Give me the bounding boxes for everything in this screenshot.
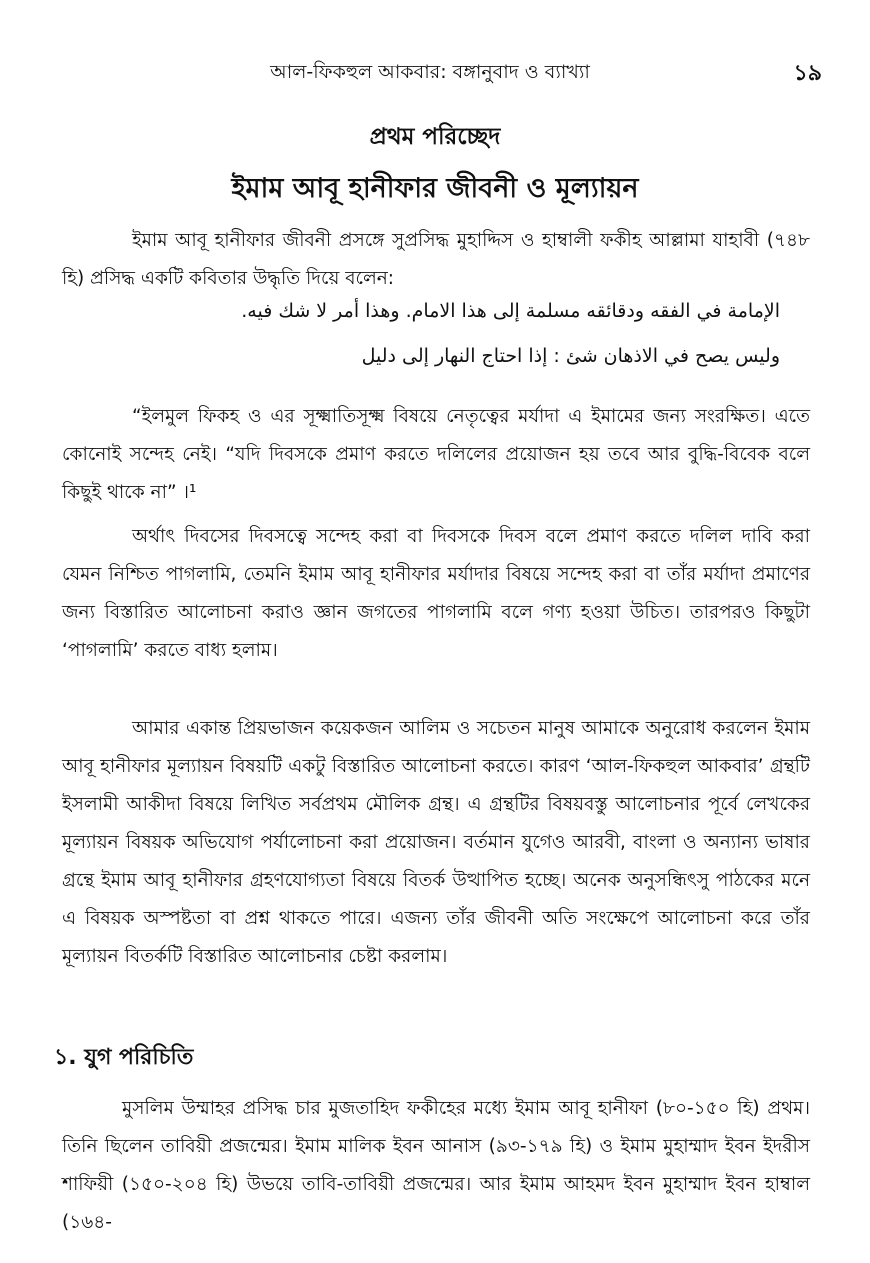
section-paragraph: মুসলিম উম্মাহর প্রসিদ্ধ চার মুজতাহিদ ফকীহের মধ্যে ইমাম আবূ হানীফা (৮০-১৫০ হি) প্রথম। তিনি ছিলেন তাবিয়ী প্রজন্মের। ইমাম মালিক ইবন আনাস (৯৩-১৭৯ হি) ও ইমাম মুহাম্মাদ ইবন ইদরীস শাফিয়ী (১৫০-২০৪ হি) উভয়ে তাবি-তাবিয়ী প্রজন্মের। আর ইমাম আহমদ ইবন মুহাম্মাদ ইবন হাম্বাল (১৬৪- <box>62 1098 810 1233</box>
page-number: ১৯ <box>793 61 822 86</box>
intro-paragraph: ইমাম আবূ হানীফার জীবনী প্রসঙ্গে সুপ্রসিদ্ধ মুহাদ্দিস ও হাম্বালী ফকীহ আল্লামা যাহাবী (৭৪৮ হি) প্রসিদ্ধ একটি কবিতার উদ্ধৃতি দিয়ে বলেন: <box>62 230 810 289</box>
arabic-quote-line-2: وليس يصح في الاذهان شئ : إذا احتاج النهار إلى دليل <box>361 345 780 367</box>
explanation-paragraph: অর্থাৎ দিবসের দিবসত্বে সন্দেহ করা বা দিবসকে দিবস বলে প্রমাণ করতে দলিল দাবি করা যেমন নিশ্চিত পাগলামি, তেমনি ইমাম আবূ হানীফার মর্যাদার বিষয়ে সন্দেহ করা বা তাঁর মর্যাদা প্রমাণের জন্য বিস্তারিত আলোচনা করাও জ্ঞান জগতের পাগলামি বলে গণ্য হওয়া উচিত। তারপরও কিছুটা ‘পাগলামি’ করতে বাধ্য হলাম। <box>62 526 810 661</box>
running-header: আল-ফিকহুল আকবার: বঙ্গানুবাদ ও ব্যাখ্যা <box>270 61 590 83</box>
translation-paragraph: “ইলমুল ফিকহ ও এর সূক্ষ্মাতিসূক্ষ্ম বিষয়ে নেতৃত্বের মর্যাদা এ ইমামের জন্য সংরক্ষিত। এতে কোনোই সন্দেহ নেই। “যদি দিবসকে প্রমাণ করতে দলিলের প্রয়োজন হয় তবে আর বুদ্ধি-বিবেক বলে কিছুই থাকে না” ।¹ <box>62 406 810 503</box>
chapter-label: প্রথম পরিচ্ছেদ <box>369 124 501 150</box>
section-heading: ১. যুগ পরিচিতি <box>54 1045 194 1070</box>
chapter-title: ইমাম আবূ হানীফার জীবনী ও মূল্যায়ন <box>231 173 639 204</box>
arabic-quote-line-1: الإمامة في الفقه ودقائقه مسلمة إلى هذا الامام. وهذا أمر لا شك فيه. <box>241 300 780 322</box>
reason-paragraph: আমার একান্ত প্রিয়ভাজন কয়েকজন আলিম ও সচেতন মানুষ আমাকে অনুরোধ করলেন ইমাম আবূ হানীফার মূল্যায়ন বিষয়টি একটু বিস্তারিত আলোচনা করতে। কারণ ‘আল-ফিকহুল আকবার’ গ্রন্থটি ইসলামী আকীদা বিষয়ে লিখিত সর্বপ্রথম মৌলিক গ্রন্থ। এ গ্রন্থটির বিষয়বস্তু আলোচনার পূর্বে লেখকের মূল্যায়ন বিষয়ক অভিযোগ পর্যালোচনা করা প্রয়োজন। বর্তমান যুগেও আরবী, বাংলা ও অন্যান্য ভাষার গ্রন্থে ইমাম আবূ হানীফার গ্রহণযোগ্যতা বিষয়ে বিতর্ক উত্থাপিত হচ্ছে। অনেক অনুসন্ধিৎসু পাঠকের মনে এ বিষয়ক অস্পষ্টতা বা প্রশ্ন থাকতে পারে। এজন্য তাঁর জীবনী অতি সংক্ষেপে আলোচনা করে তাঁর মূল্যায়ন বিতর্কটি বিস্তারিত আলোচনার চেষ্টা করলাম। <box>62 718 810 967</box>
